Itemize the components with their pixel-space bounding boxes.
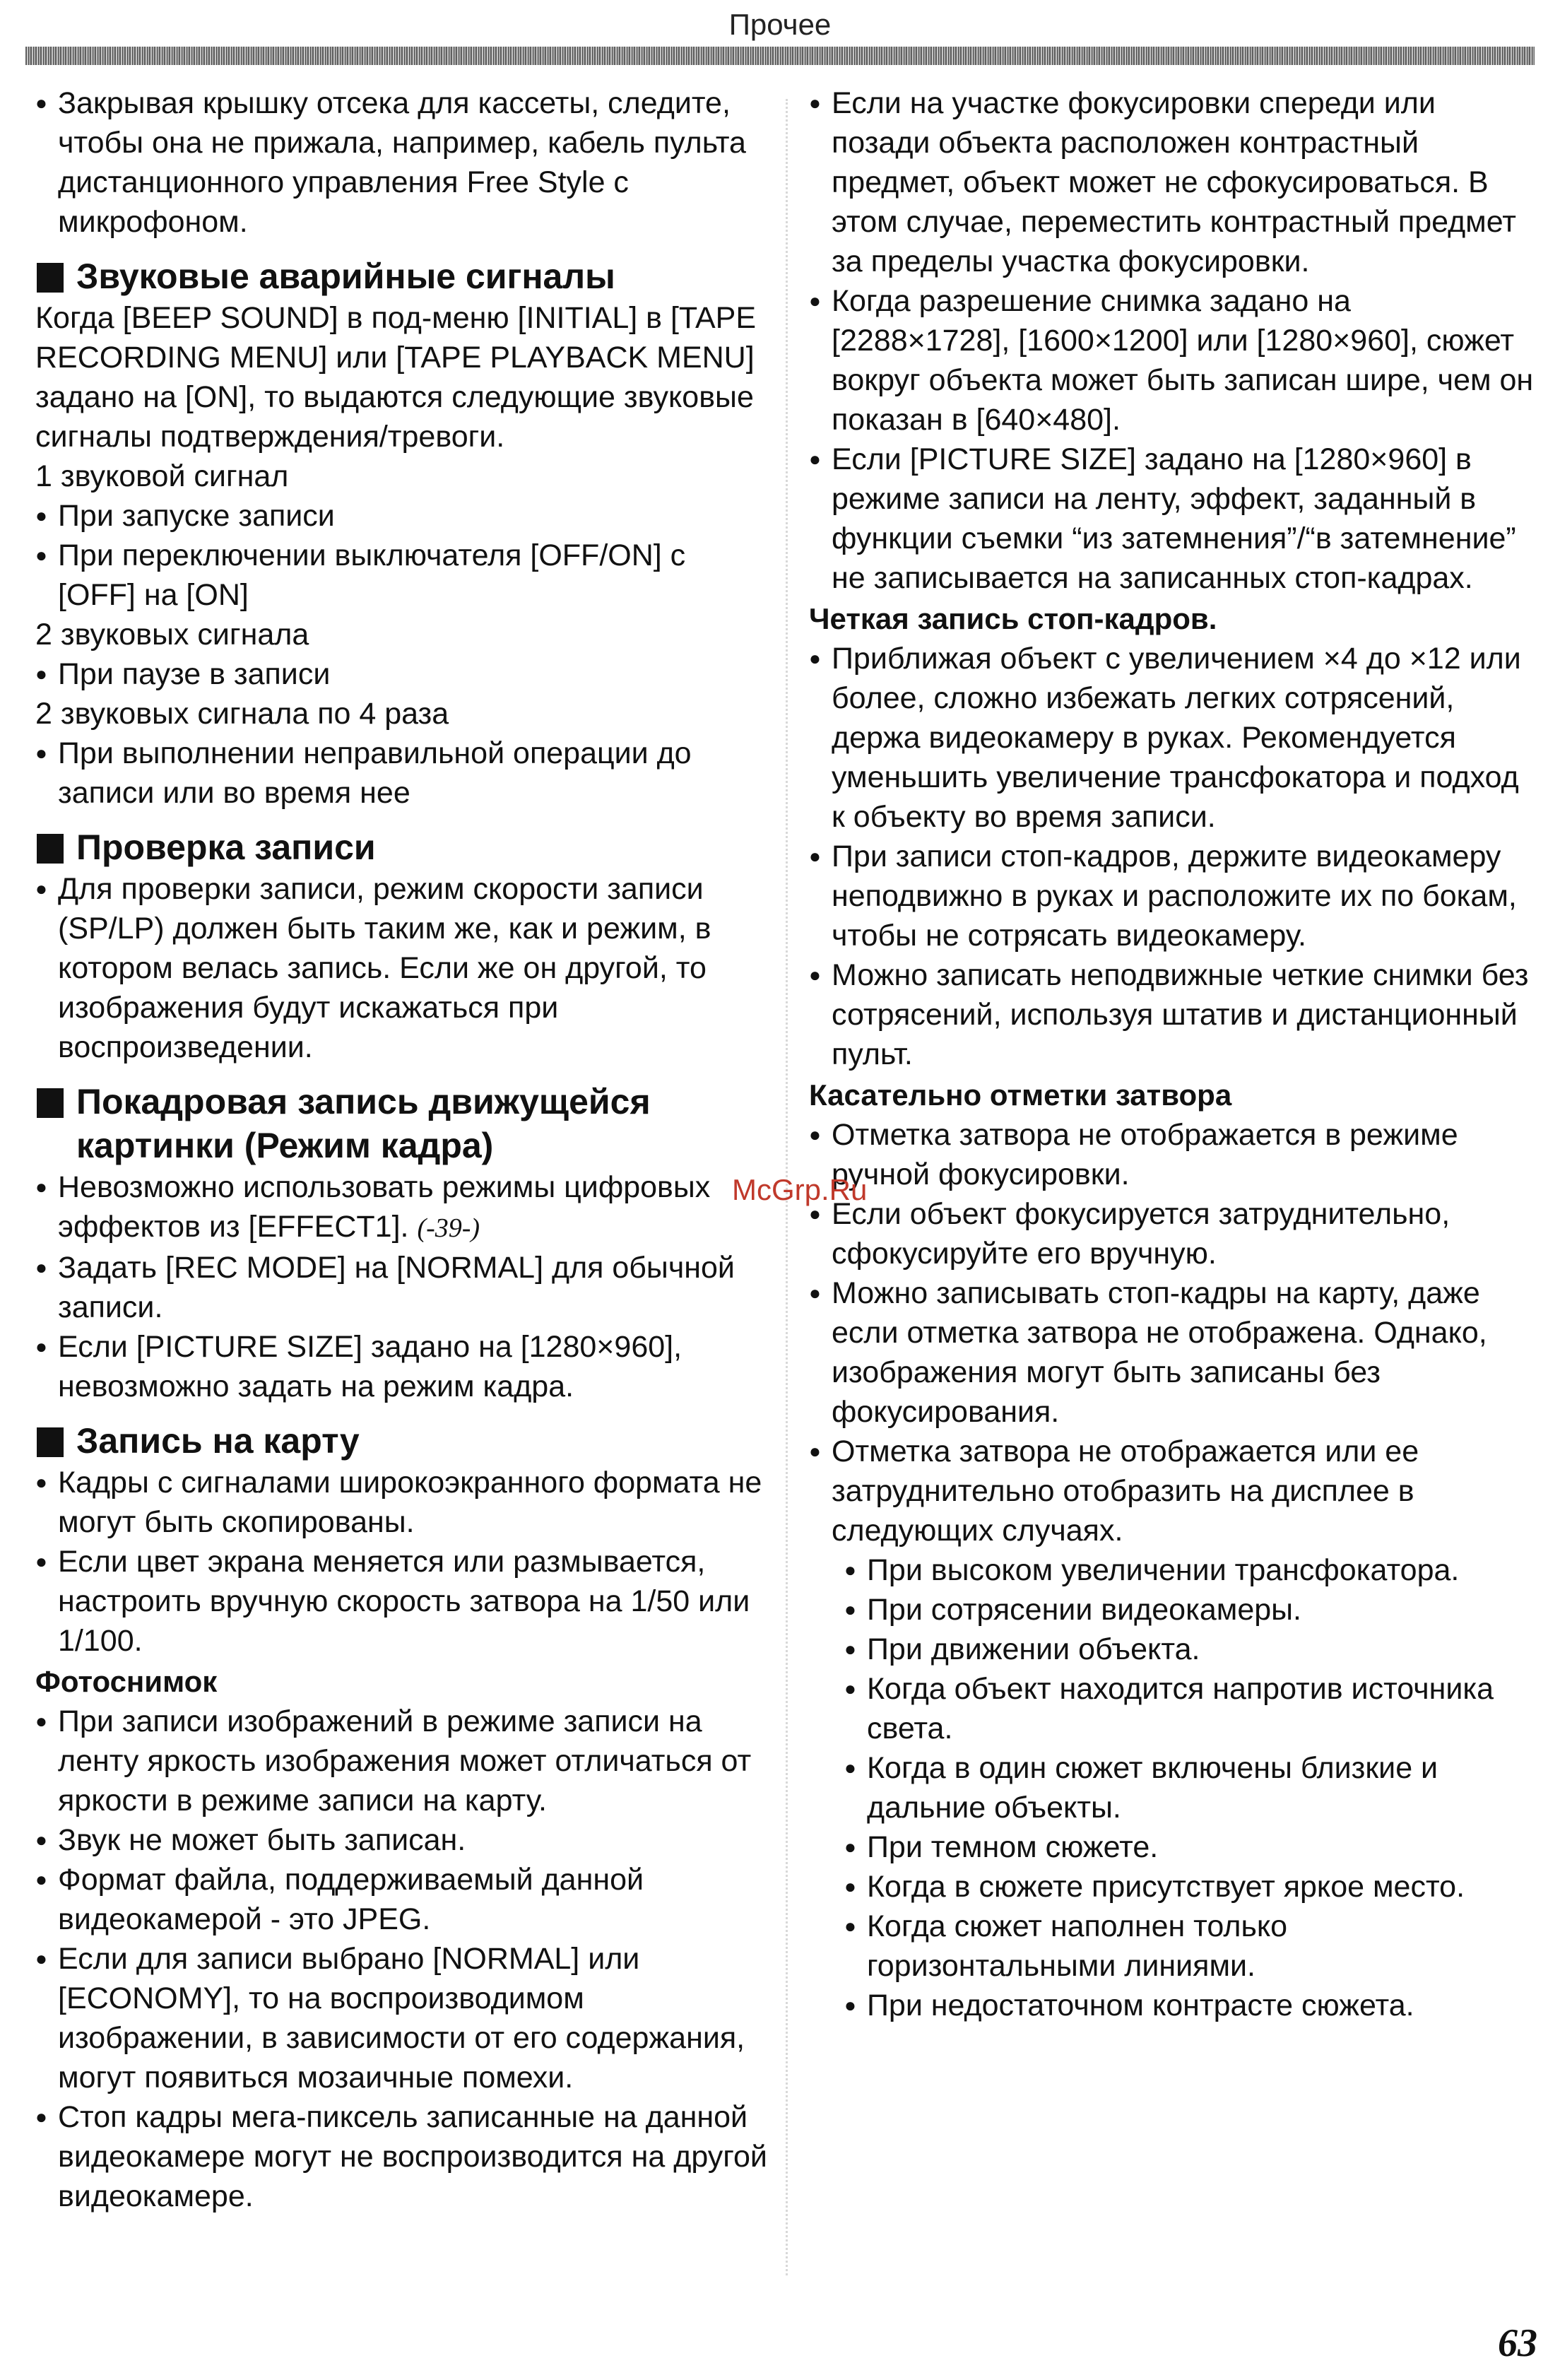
shutter-subheading: Касательно отметки затвора bbox=[809, 1078, 1232, 1112]
sharp-bullet-2: ● При записи стоп-кадров, держите видеокамеру неподвижно в руках и расположите их по бокам, чтобы не сотрясать видеокамеру. bbox=[809, 837, 1537, 955]
shutter-bullet-2: ● Если объект фокусируется затруднительно, сфокусируйте его вручную. bbox=[809, 1194, 1537, 1273]
case-item: ● Когда сюжет наполнен только горизонтальными линиями. bbox=[844, 1907, 1537, 1986]
card-bullet-2: ● Если цвет экрана меняется или размывается, настроить вручную скорость затвора на 1/50 или 1/100. bbox=[35, 1542, 770, 1661]
section-title-text: Звуковые аварийные сигналы bbox=[76, 257, 615, 296]
focus-bullet-1: ● Если на участке фокусировки спереди или позади объекта расположен контрастный предмет, объект может не сфокусироваться. В этом случае, переместить контрастный предмет за пределы участка фокусировки. bbox=[809, 83, 1537, 281]
frame-bullet-1 bbox=[35, 1167, 770, 1248]
header-rule bbox=[25, 47, 1535, 65]
frame-bullet-2: ● Задать [REC MODE] на [NORMAL] для обычной записи. bbox=[35, 1248, 770, 1327]
right-column bbox=[809, 83, 1537, 2025]
focus-bullet-2: ● Когда разрешение снимка задано на [2288×1728], [1600×1200] или [1280×960], сюжет вокруг объекта может быть записан шире, чем он показан в [640×480]. bbox=[809, 281, 1537, 440]
watermark: McGrp.Ru bbox=[732, 1173, 868, 1206]
case-item: ● Когда объект находится напротив источника света. bbox=[844, 1669, 1537, 1748]
section-title-text: Проверка записи bbox=[76, 827, 376, 867]
left-column bbox=[35, 83, 770, 2216]
beep-intro: Когда [BEEP SOUND] в под-меню [INITIAL] в [TAPE RECORDING MENU] или [TAPE PLAYBACK MENU] задано на [ON], то выдаются следующие звуковые сигналы подтверждения/тревоги. bbox=[35, 301, 757, 454]
section-marker-icon bbox=[37, 834, 64, 864]
page-header-title: Прочее bbox=[728, 8, 832, 41]
section-title-text: Покадровая запись движущейся картинки (Режим кадра) bbox=[76, 1082, 651, 1165]
case-item: ● Когда в сюжете присутствует яркое место. bbox=[844, 1867, 1537, 1907]
frame-bullet-1-text: Невозможно использовать режимы цифровых эффектов из [EFFECT1]. bbox=[58, 1170, 711, 1244]
section-title-card bbox=[35, 1419, 770, 1463]
section-title-beep bbox=[35, 254, 770, 298]
shutter-bullet-3: ● Можно записывать стоп-кадры на карту, даже если отметка затвора не отображена. Однако, изображения могут быть записаны без фокусирования. bbox=[809, 1273, 1537, 1432]
beep-four-label: 2 звуковых сигнала по 4 раза bbox=[35, 697, 449, 731]
beep-four-bullet-1: ● При выполнении неправильной операции до записи или во время нее bbox=[35, 734, 770, 813]
section-marker-icon bbox=[37, 1088, 64, 1118]
beep-one-bullet-1: ● При запуске записи bbox=[35, 496, 770, 536]
check-bullet-1: ● Для проверки записи, режим скорости записи (SP/LP) должен быть таким же, как и режим, в котором велась запись. Если же он другой, то изображения будут искажаться при воспроизведении. bbox=[35, 869, 770, 1067]
shutter-bullet-4: ● Отметка затвора не отображается или ее затруднительно отобразить на дисплее в следующих случаях. bbox=[809, 1432, 1537, 1550]
case-item: ● При недостаточном контрасте сюжета. bbox=[844, 1986, 1537, 2025]
focus-bullet-3: ● Если [PICTURE SIZE] задано на [1280×960] в режиме записи на ленту, эффект, заданный в функции съемки “из затемнения”/“в затемнение” не записывается на записанных стоп-кадрах. bbox=[809, 440, 1537, 598]
section-marker-icon bbox=[37, 1427, 64, 1457]
case-item: ● При движении объекта. bbox=[844, 1630, 1537, 1669]
sharp-subheading: Четкая запись стоп-кадров. bbox=[809, 602, 1217, 635]
shutter-bullet-1: ● Отметка затвора не отображается в режиме ручной фокусировки. bbox=[809, 1115, 1537, 1194]
photo-subheading: Фотоснимок bbox=[35, 1665, 218, 1698]
photo-bullet-3: ● Формат файла, поддерживаемый данной видеокамерой - это JPEG. bbox=[35, 1860, 770, 1939]
beep-two-bullet-1: ● При паузе в записи bbox=[35, 654, 770, 694]
sharp-bullet-1: ● Приближая объект с увеличением ×4 до ×12 или более, сложно избежать легких сотрясений, держа видеокамеру в руках. Рекомендуется уменьшить увеличение трансфокатора и подход к объекту во время записи. bbox=[809, 639, 1537, 837]
intro-bullet: ● Закрывая крышку отсека для кассеты, следите, чтобы она не прижала, например, кабель пульта дистанционного управления Free Style с микрофоном. bbox=[35, 83, 770, 242]
section-title-check bbox=[35, 825, 770, 869]
case-item: ● При сотрясении видеокамеры. bbox=[844, 1590, 1537, 1630]
page-number: 63 bbox=[1498, 2321, 1537, 2365]
beep-one-label: 1 звуковой сигнал bbox=[35, 459, 289, 493]
sharp-bullet-3: ● Можно записать неподвижные четкие снимки без сотрясений, используя штатив и дистанционный пульт. bbox=[809, 955, 1537, 1074]
case-item: ● При темном сюжете. bbox=[844, 1827, 1537, 1867]
beep-one-bullet-2: ● При переключении выключателя [OFF/ON] с [OFF] на [ON] bbox=[35, 536, 770, 615]
photo-bullet-1: ● При записи изображений в режиме записи на ленту яркость изображения может отличаться от яркости в режиме записи на карту. bbox=[35, 1702, 770, 1820]
frame-bullet-3: ● Если [PICTURE SIZE] задано на [1280×960], невозможно задать на режим кадра. bbox=[35, 1327, 770, 1406]
photo-bullet-4: ● Если для записи выбрано [NORMAL] или [ECONOMY], то на воспроизводимом изображении, в зависимости от его содержания, могут появиться мозаичные помехи. bbox=[35, 1939, 770, 2097]
case-item: ● При высоком увеличении трансфокатора. bbox=[844, 1550, 1537, 1590]
section-marker-icon bbox=[37, 263, 64, 293]
case-item: ● Когда в один сюжет включены близкие и дальние объекты. bbox=[844, 1748, 1537, 1827]
card-bullet-1: ● Кадры с сигналами широкоэкранного формата не могут быть скопированы. bbox=[35, 1463, 770, 1542]
page-reference: (-39-) bbox=[417, 1213, 480, 1243]
photo-bullet-2: ● Звук не может быть записан. bbox=[35, 1820, 770, 1860]
section-title-text: Запись на карту bbox=[76, 1421, 360, 1461]
beep-two-label: 2 звуковых сигнала bbox=[35, 618, 309, 652]
section-title-frame bbox=[35, 1080, 770, 1167]
photo-bullet-5: ● Стоп кадры мега-пиксель записанные на данной видеокамере могут не воспроизводится на другой видеокамере. bbox=[35, 2097, 770, 2216]
